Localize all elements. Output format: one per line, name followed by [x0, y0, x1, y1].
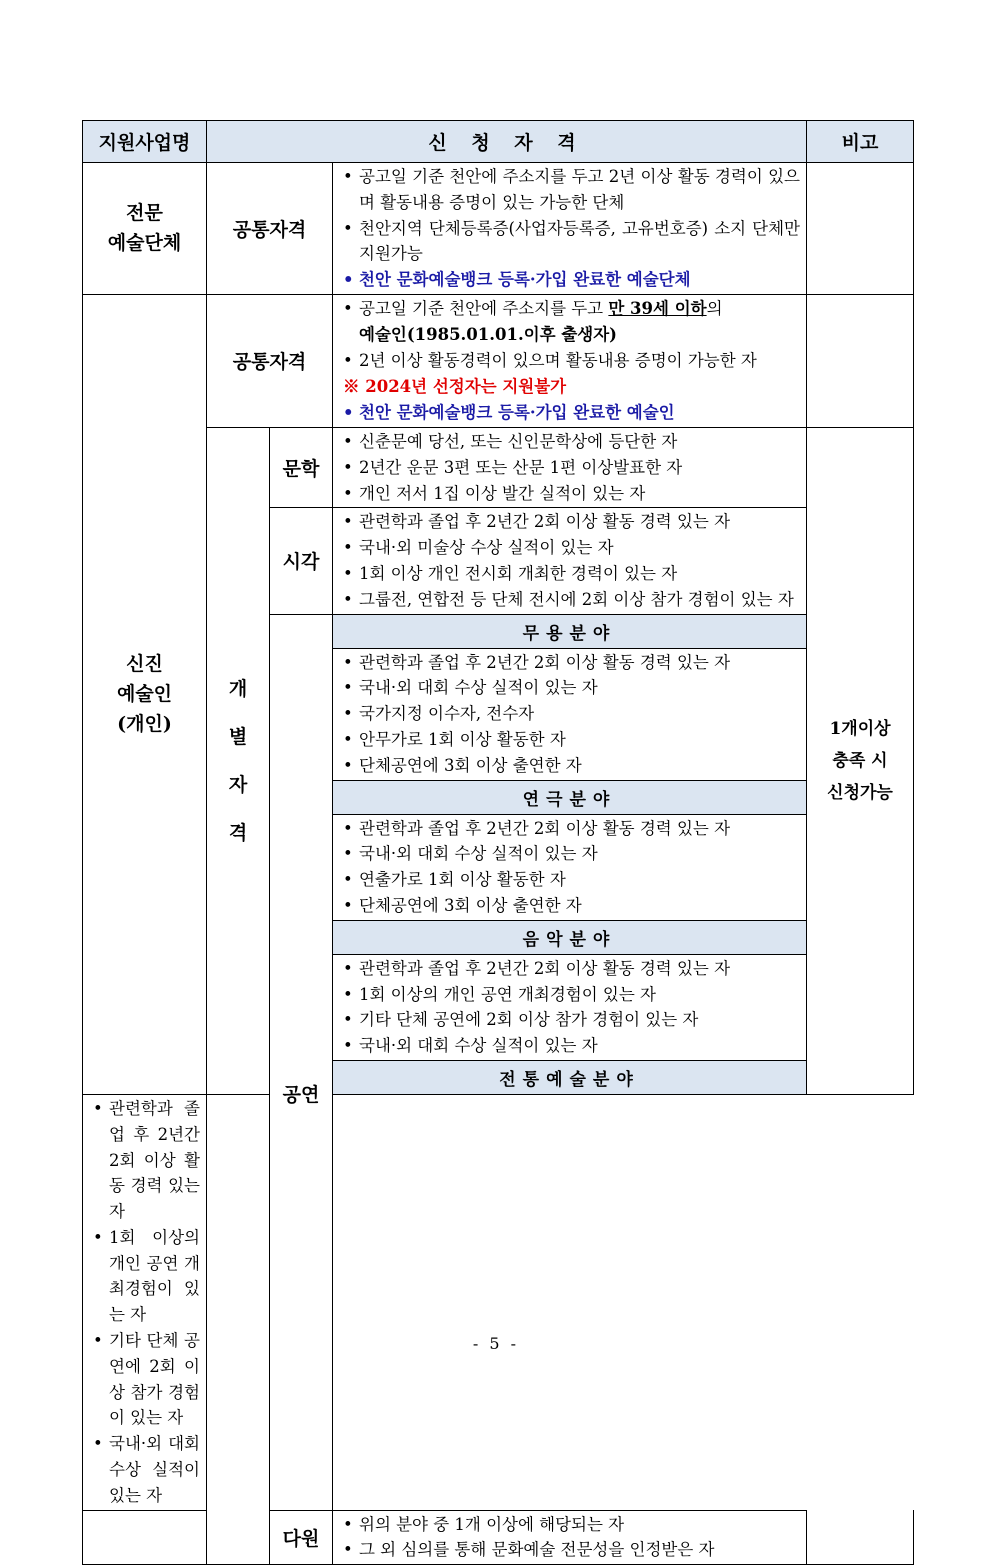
- individual-label-continued: [207, 1510, 270, 1565]
- header-program: 지원사업명: [83, 121, 207, 163]
- group1-row: [83, 163, 914, 295]
- list-item: • 1회 이상의 개인 공연 개최경험이 있는 자: [93, 1227, 200, 1325]
- list-item: • 관련학과 졸업 후 2년간 2회 이상 활동 경력 있는 자: [93, 1098, 200, 1222]
- group2-common-row: [83, 294, 914, 427]
- multi-table: [82, 1510, 914, 1565]
- list-item: • 2년간 운문 3편 또는 산문 1편 이상발표한 자: [343, 457, 683, 477]
- visual-items: [333, 508, 807, 614]
- list-item: • 국가지정 이수자, 전수자: [343, 704, 535, 724]
- performance-label: [270, 614, 333, 1510]
- list-item: • 1회 이상 개인 전시회 개최한 경력이 있는 자: [343, 563, 678, 583]
- list-item: • 천안 문화예술뱅크 등록·가입 완료한 예술단체: [343, 270, 691, 290]
- individual-label: 개 별 자 격: [207, 427, 270, 1094]
- traditional-items: [83, 1094, 207, 1510]
- list-item: • 천안지역 단체등록증(사업자등록증, 고유번호증) 소지 단체만 지원가능: [343, 218, 800, 264]
- qualification-table: [82, 120, 914, 1511]
- table-header-row: [83, 121, 914, 163]
- list-item: • 위의 분야 중 1개 이상에 해당되는 자: [343, 1514, 625, 1534]
- list-item: • 2년 이상 활동경력이 있으며 활동내용 증명이 가능한 자: [343, 350, 757, 370]
- literature-items: [333, 427, 807, 507]
- header-qualification: 신 청 자 격: [207, 121, 807, 163]
- group2-label: 신진 예술인 (개인): [83, 294, 207, 1094]
- group2-label-continued: [83, 1510, 207, 1565]
- theater-title: 연극분야: [333, 780, 807, 814]
- visual-label: 시각: [270, 508, 333, 614]
- list-item: • 국내·외 대회 수상 실적이 있는 자: [343, 1036, 598, 1056]
- performance-label-text: 공연: [282, 1084, 320, 1107]
- list-item: • 신춘문예 당선, 또는 신인문학상에 등단한 자: [343, 431, 678, 451]
- music-title: 음악분야: [333, 920, 807, 954]
- list-item: • 연출가로 1회 이상 활동한 자: [343, 870, 566, 890]
- list-item: • 관련학과 졸업 후 2년간 2회 이상 활동 경력 있는 자: [343, 958, 731, 978]
- traditional-title: 전통예술분야: [333, 1060, 807, 1094]
- remarks-continued: [807, 1510, 914, 1565]
- dance-title: 무용분야: [333, 614, 807, 648]
- list-item: • 개인 저서 1집 이상 발간 실적이 있는 자: [343, 483, 646, 503]
- list-item: • 단체공연에 3회 이상 출연한 자: [343, 755, 582, 775]
- list-item: • 안무가로 1회 이상 활동한 자: [343, 729, 566, 749]
- list-item: • 관련학과 졸업 후 2년간 2회 이상 활동 경력 있는 자: [343, 652, 731, 672]
- list-item: • 국내·외 대회 수상 실적이 있는 자: [93, 1434, 200, 1505]
- theater-items: [333, 814, 807, 920]
- list-item: • 국내·외 대회 수상 실적이 있는 자: [343, 844, 598, 864]
- multi-items: [333, 1510, 807, 1565]
- group2-common-remarks: [807, 294, 914, 427]
- group1-label: 전문 예술단체: [83, 163, 207, 295]
- list-item: • 관련학과 졸업 후 2년간 2회 이상 활동 경력 있는 자: [343, 512, 731, 532]
- multi-row: [83, 1510, 914, 1565]
- list-item: • 1회 이상의 개인 공연 개최경험이 있는 자: [343, 984, 656, 1004]
- list-item: • 그룹전, 연합전 등 단체 전시에 2회 이상 참가 경험이 있는 자: [343, 589, 794, 609]
- list-item: • 국내·외 대회 수상 실적이 있는 자: [343, 678, 598, 698]
- group2-common-label: 공통자격: [207, 294, 333, 427]
- list-item: • 기타 단체 공연에 2회 이상 참가 경험이 있는 자: [343, 1010, 699, 1030]
- list-item: • 국내·외 미술상 수상 실적이 있는 자: [343, 538, 614, 558]
- group1-common-items: [333, 163, 807, 295]
- list-item: • 천안 문화예술뱅크 등록·가입 완료한 예술인: [343, 403, 675, 423]
- group2-remarks: 1개이상 충족 시 신청가능: [807, 427, 914, 1094]
- list-item: • 공고일 기준 천안에 주소지를 두고 만 39세 이하의 예술인(1985.01.01.이후 출생자): [343, 298, 723, 344]
- list-item: • 공고일 기준 천안에 주소지를 두고 2년 이상 활동 경력이 있으며 활동내용 증명이 있는 가능한 단체: [343, 167, 800, 212]
- list-item: • 그 외 심의를 통해 문화예술 전문성을 인정받은 자: [343, 1540, 715, 1560]
- multi-label: 다원: [270, 1510, 333, 1565]
- list-item: • 관련학과 졸업 후 2년간 2회 이상 활동 경력 있는 자: [343, 818, 731, 838]
- literature-label: 문학: [270, 427, 333, 507]
- music-items: [333, 954, 807, 1060]
- group1-common-label: 공통자격: [207, 163, 333, 295]
- list-item: • 기타 단체 공연에 2회 이상 참가 경험이 있는 자: [93, 1331, 200, 1428]
- literature-row: [83, 427, 914, 507]
- page-number: - 5 -: [472, 1334, 520, 1353]
- group1-remarks: [807, 163, 914, 295]
- traditional-items-row: [83, 1094, 914, 1510]
- warning-note: ※ 2024년 선정자는 지원불가: [343, 377, 567, 397]
- header-remarks: 비고: [807, 121, 914, 163]
- list-item: • 단체공연에 3회 이상 출연한 자: [343, 895, 582, 915]
- dance-items: [333, 648, 807, 780]
- group2-common-items: [333, 294, 807, 427]
